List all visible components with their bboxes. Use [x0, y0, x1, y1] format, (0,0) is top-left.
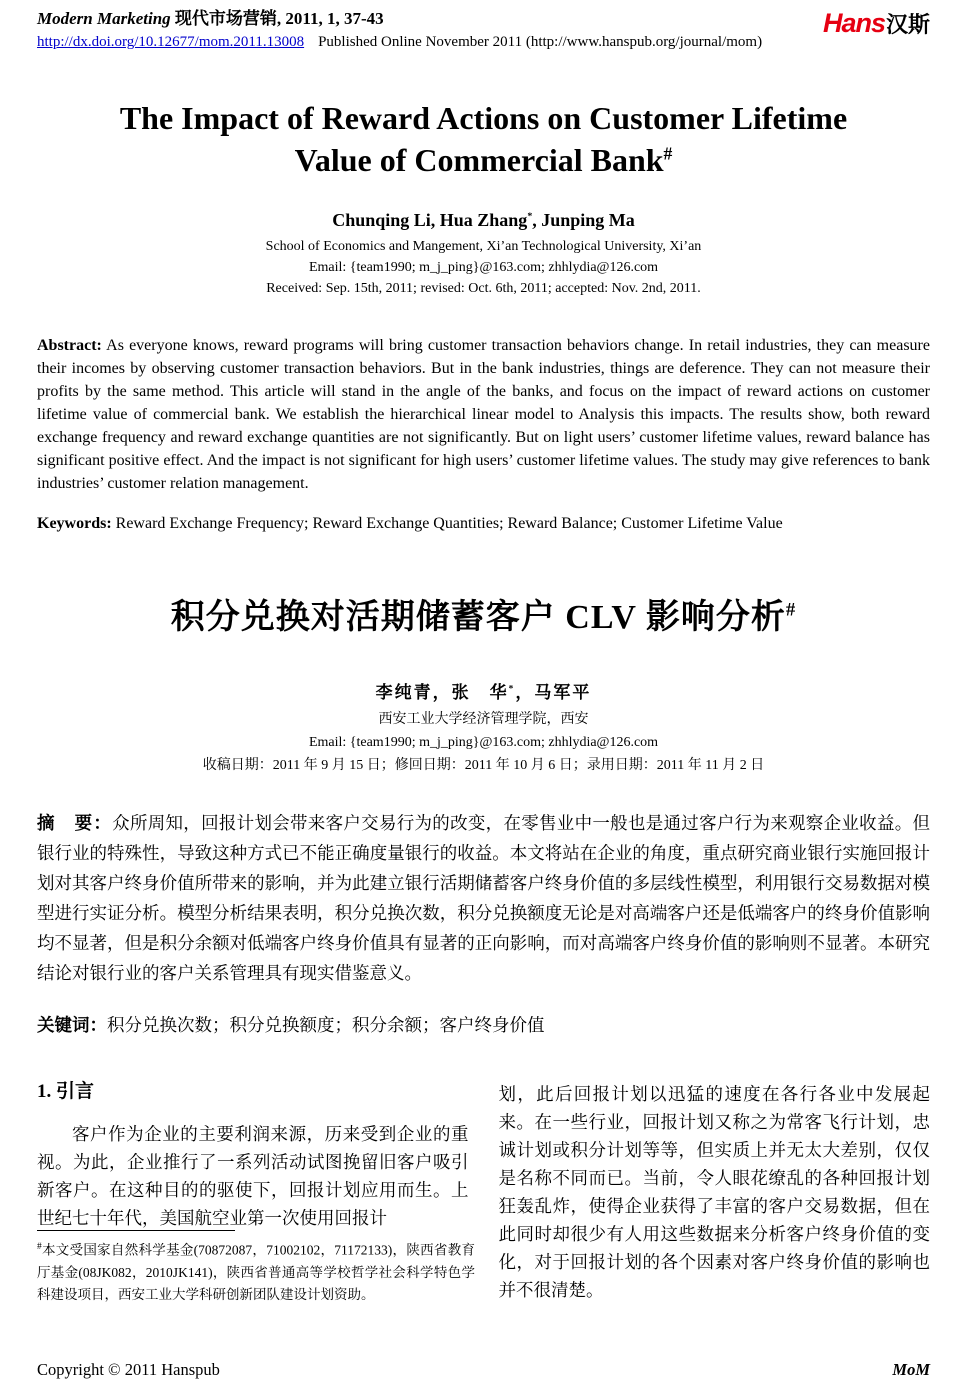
cn-authors-part2: ，马军平	[515, 683, 592, 703]
journal-header-block	[37, 8, 762, 51]
cn-keywords-block	[37, 1012, 930, 1038]
paper-title	[37, 97, 930, 181]
hans-logo-latin: Hans	[822, 8, 885, 38]
published-online-text: Published Online November 2011 (http://www.hanspub.org/journal/mom)	[318, 34, 763, 51]
copyright-text: Copyright © 2011 Hanspub	[37, 1360, 220, 1379]
email-en: Email: {team1990; m_j_ping}@163.com; zhhlydia@126.com	[308, 259, 659, 275]
cn-abstract-text: 众所周知，回报计划会带来客户交易行为的改变，在零售业中一般也是通过客户行为来观察企业收益。但银行业的特殊性，导致这种方式已不能正确度量银行的收益。本文将站在企业的角度，重点研究商业银行实施回报计划对其客户终身价值所带来的影响，并为此建立银行活期储蓄客户终身价值的多层线性模型，利用银行交易数据对模型进行实证分析。模型分析结果表明，积分兑换次数，积分兑换额度无论是对高端客户还是低端客户的终身价值影响均不显著，但是积分余额对低端客户终身价值具有显著的正向影响，而对高端客户终身价值的影响则不显著。本研究结论对银行业的客户关系管理具有现实借鉴意义。	[37, 812, 931, 983]
affiliation-en: School of Economics and Mangement, Xi’an Technological University, Xi’an	[265, 238, 702, 254]
keywords-label: Keywords:	[37, 515, 112, 533]
journal-title-italic: Modern Marketing	[37, 9, 171, 28]
keywords-block	[37, 512, 930, 535]
footnote-text: 本文受国家自然科学基金(70872087，71002102，71172133)，陕西省教育厅基金(08JK082，2010JK141)，陕西省普通高等学校哲学社会科学特色学科建设项目，西安工业大学科研创新团队建设计划资助。	[37, 1242, 475, 1302]
hans-logo-cjk: 汉斯	[885, 12, 930, 37]
abstract-text: As everyone knows, reward programs will bring customer transaction behaviors change. In retail industries, they can measure their incomes by observing customer transaction behaviors. But in the bank industries, things are deference. They can not measure their profits by the same method. This article will stand in the angle of the banks, and focus on the impact of reward actions on customer lifetime value of commercial bank. We establish the hierarchical linear model to Analysis this impacts. The results show, both reward exchange frequency and reward exchange quantities are not significantly. But on light users’ customer lifetime values, reward balance has significant positive effect. And the impact is not significant for high users’ customer lifetime values. The study may give references to bank industries’ customer relation management.	[37, 337, 930, 493]
page-header	[37, 8, 930, 51]
journal-title-line	[37, 8, 762, 29]
cn-author-superscript: *	[508, 684, 516, 695]
authors-line	[37, 210, 930, 231]
cn-affiliation: 西安工业大学经济管理学院，西安	[378, 712, 589, 728]
cn-authors-line	[37, 678, 930, 703]
journal-issue-info: 现代市场营销, 2011, 1, 37-43	[170, 9, 384, 28]
author-superscript: *	[527, 210, 533, 222]
cn-title-superscript: #	[785, 599, 797, 621]
intro-paragraph-left: 客户作为企业的主要利润来源，历来受到企业的重视。为此，企业推行了一系列活动试图挽留旧客户吸引新客户。在这种目的的驱使下，回报计划应用而生。上世纪七十年代，美国航空业第一次使用回报计	[37, 1123, 469, 1228]
received-en: Received: Sep. 15th, 2011; revised: Oct. 6th, 2011; accepted: Nov. 2nd, 2011.	[266, 281, 701, 297]
footnote-block	[37, 1230, 475, 1306]
intro-right-column	[499, 1080, 931, 1304]
paper-title-line1: The Impact of Reward Actions on Customer Lifetime	[119, 100, 848, 137]
cn-dates: 收稿日期：2011 年 9 月 15 日；修回日期：2011 年 10 月 6 日；录用日期：2011 年 11 月 2 日	[202, 758, 765, 774]
cn-keywords-label: 关键词：	[37, 1014, 107, 1035]
hans-logo	[823, 8, 930, 37]
footnote-superscript: #	[37, 1242, 42, 1252]
paper-title-line2: Value of Commercial Bank	[294, 142, 664, 179]
cn-title-text: 积分兑换对活期储蓄客户 CLV 影响分析	[170, 599, 786, 637]
doi-line	[37, 34, 762, 51]
cn-title	[37, 589, 930, 638]
abstract-block	[37, 334, 930, 495]
doi-link[interactable]: http://dx.doi.org/10.12677/mom.2011.13008	[37, 34, 305, 51]
footnote-rule	[37, 1230, 235, 1231]
cn-email: Email: {team1990; m_j_ping}@163.com; zhhlydia@126.com	[308, 735, 659, 751]
title-superscript: #	[663, 143, 673, 164]
page-footer	[37, 1360, 930, 1380]
cn-keywords-text: 积分兑换次数；积分兑换额度；积分余额；客户终身价值	[107, 1014, 545, 1035]
authors-part1: Chunqing Li, Hua Zhang	[332, 209, 528, 230]
journal-abbr: MoM	[892, 1360, 930, 1379]
abstract-label: Abstract:	[37, 337, 102, 355]
intro-paragraph-right: 划，此后回报计划以迅猛的速度在各行各业中发展起来。在一些行业，回报计划又称之为常客飞行计划，忠诚计划或积分计划等等，但实质上并无太大差别，仅仅是名称不同而已。当前，令人眼花缭乱的各种回报计划狂轰乱炸，使得企业获得了丰富的客户交易数据，但在此同时却很少有人用这些数据来分析客户终身价值的变化，对于回报计划的各个因素对客户终身价值的影响也并不很清楚。	[498, 1083, 930, 1300]
section-1-heading: 1. 引言	[37, 1080, 95, 1102]
cn-authors-part1: 李纯青，张 华	[375, 683, 509, 703]
cn-abstract-label: 摘 要：	[37, 812, 113, 833]
keywords-text: Reward Exchange Frequency; Reward Exchange Quantities; Reward Balance; Customer Lifetime Value	[115, 515, 783, 533]
cn-abstract-block	[37, 808, 930, 988]
authors-part2: , Junping Ma	[532, 209, 635, 230]
